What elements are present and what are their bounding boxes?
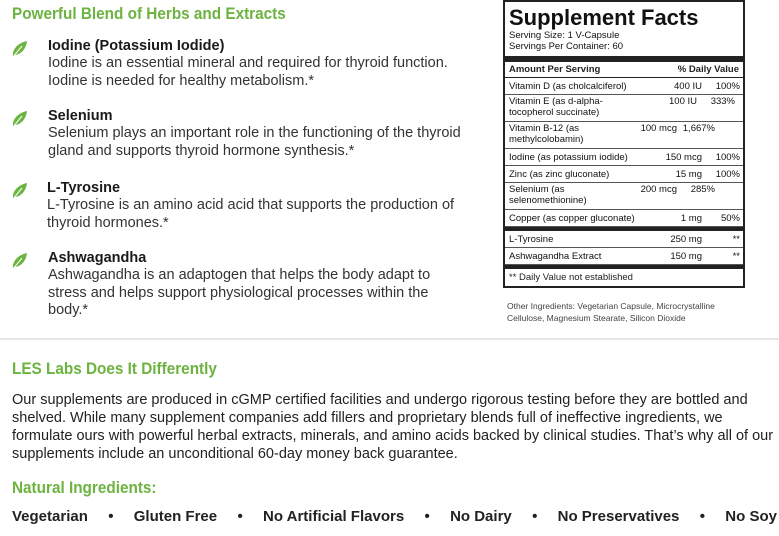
other-ingredients: Other Ingredients: Vegetarian Capsule, Microcrystalline Cellulose, Magnesium Stearate, Silicon Dioxide: [507, 301, 715, 323]
facts-row: [505, 122, 743, 149]
leaf-icon: [10, 40, 28, 58]
nutrient-dv: 333%: [710, 96, 735, 107]
ingredient-description: Iodine is an essential mineral and required for thyroid function. Iodine is needed for healthy metabolism.*: [48, 55, 448, 89]
feature-no-dairy: No Dairy: [450, 508, 512, 525]
bullet-separator: •: [424, 508, 430, 525]
nutrient-name: Iodine (as potassium iodide): [509, 151, 628, 163]
nutrient-amount: 1 mg: [680, 212, 702, 224]
nutrient-name: Vitamin B-12 (as methylcolobamin): [509, 123, 584, 145]
amount-per-serving-header: Amount Per Serving: [509, 64, 601, 75]
nutrient-dv: 50%: [720, 212, 740, 224]
nutrient-dv: 285%: [690, 184, 715, 195]
nutrient-amount: 15 mg: [675, 168, 702, 180]
nutrient-name: Ashwagandha Extract: [509, 250, 602, 262]
nutrient-dv: **: [732, 250, 740, 262]
facts-footnote: ** Daily Value not established: [505, 265, 743, 286]
bullet-separator: •: [237, 508, 243, 525]
ingredient-name: L-Tyrosine: [47, 180, 121, 196]
leaf-icon: [10, 110, 28, 128]
facts-row: [505, 210, 743, 227]
ingredient-name: Iodine (Potassium Iodide): [48, 38, 225, 54]
nutrient-dv: 100%: [715, 151, 740, 163]
nutrient-dv: 100%: [715, 80, 740, 92]
servings-per-container: Servings Per Container: 60: [509, 41, 624, 52]
feature-gluten-free: Gluten Free: [133, 508, 218, 525]
facts-row: [505, 227, 743, 248]
section-divider: [0, 338, 779, 340]
les-title: LES Labs Does It Differently: [12, 359, 217, 378]
ingredient-name: Ashwagandha: [48, 250, 147, 266]
facts-row: [505, 95, 743, 122]
facts-title: Supplement Facts: [509, 5, 699, 30]
bullet-separator: •: [532, 508, 538, 525]
feature-no-soy: No Soy: [725, 508, 777, 525]
ingredient-ashwagandha: [10, 250, 480, 330]
facts-row: [505, 149, 743, 166]
feature-no-preservatives: No Preservatives: [557, 508, 680, 525]
ingredient-description: Ashwagandha is an adaptogen that helps the body adapt to stress and helps support physiological processes within the body.*: [48, 267, 431, 318]
bullet-separator: •: [108, 508, 114, 525]
nutrient-name: Selenium (as selenomethionine): [509, 184, 587, 206]
ingredient-selenium: [10, 108, 480, 168]
ingredient-iodine: [10, 38, 480, 98]
supplement-facts-panel: [503, 0, 745, 288]
nutrient-name: Vitamin E (as d-alpha-tocopherol succinate): [509, 96, 603, 118]
serving-size: Serving Size: 1 V-Capsule: [509, 30, 620, 41]
facts-row: [505, 248, 743, 265]
bullet-separator: •: [699, 508, 705, 525]
ingredient-description: Selenium plays an important role in the functioning of the thyroid gland and supports thyroid hormone synthesis.*: [48, 125, 461, 159]
nutrient-dv: **: [732, 233, 740, 245]
ingredient-description: L-Tyrosine is an amino acid acid that supports the production of thyroid hormones.*: [47, 197, 455, 231]
nutrient-amount: 150 mg: [670, 250, 702, 262]
nutrient-amount: 200 mcg: [640, 184, 677, 195]
blend-title: Powerful Blend of Herbs and Extracts: [12, 4, 286, 23]
nutrient-amount: 100 IU: [669, 96, 697, 107]
nutrient-name: Zinc (as zinc gluconate): [509, 168, 610, 180]
feature-no-artificial-flavors: No Artificial Flavors: [263, 508, 405, 525]
natural-title: Natural Ingredients:: [12, 478, 157, 497]
nutrient-amount: 250 mg: [670, 233, 702, 245]
nutrient-name: Copper (as copper gluconate): [509, 212, 635, 224]
nutrient-amount: 150 mcg: [665, 151, 702, 163]
facts-row: [505, 78, 743, 95]
ingredient-name: Selenium: [48, 108, 113, 124]
facts-header-row: [505, 62, 743, 78]
nutrient-name: L-Tyrosine: [509, 233, 554, 245]
les-body: Our supplements are produced in cGMP certified facilities and undergo rigorous testing before they are bottled and shelved. While many supplement companies add fillers and proprietary blends full of ineffective ingredients, we formulate ours with powerful herbal extracts, minerals, and amino acids backed by clinical studies. That’s why all of our supplements include an unconditional 60-day money back guarantee.: [12, 392, 774, 462]
ingredient-l-tyrosine: [10, 180, 480, 240]
leaf-icon: [10, 182, 28, 200]
feature-vegetarian: Vegetarian: [12, 508, 88, 525]
nutrient-dv: 100%: [715, 168, 740, 180]
leaf-icon: [10, 252, 28, 270]
nutrient-amount: 100 mcg: [640, 123, 677, 134]
facts-row: [505, 183, 743, 210]
facts-row: [505, 166, 743, 183]
nutrient-dv: 1,667%: [682, 123, 715, 134]
nutrient-name: Vitamin D (as cholcalciferol): [509, 80, 627, 92]
daily-value-header: % Daily Value: [677, 64, 739, 75]
nutrient-amount: 400 IU: [674, 80, 702, 92]
feature-list: [12, 508, 777, 525]
